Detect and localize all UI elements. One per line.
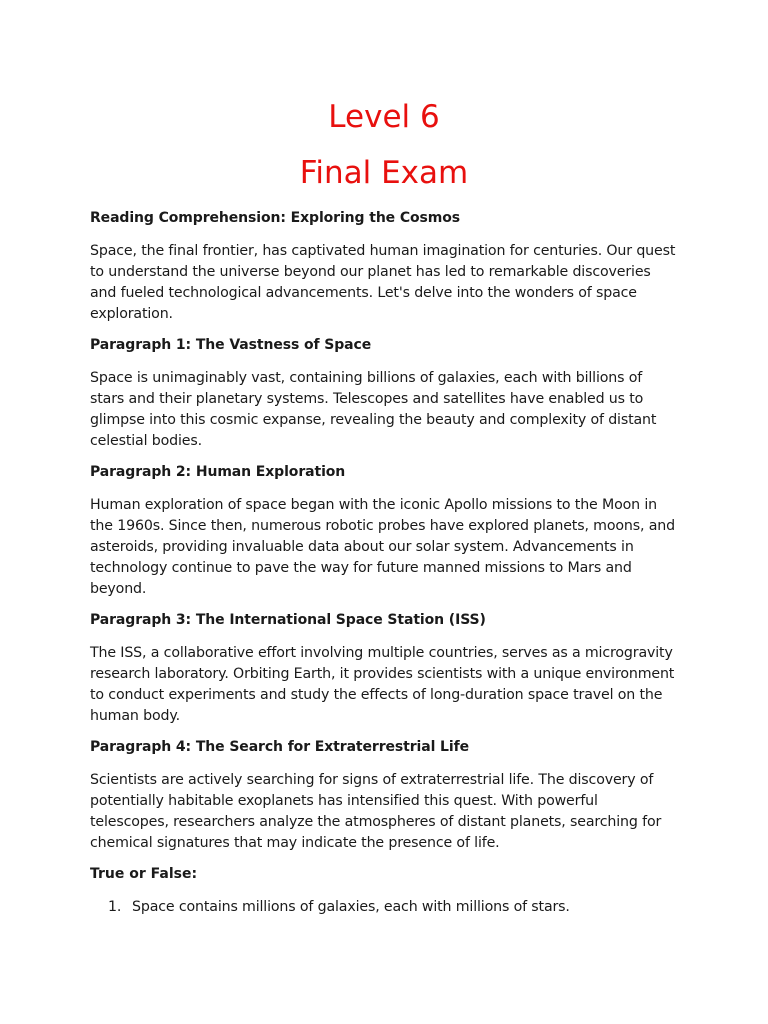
paragraph-1-heading: Paragraph 1: The Vastness of Space — [90, 337, 372, 353]
item-number: 1. — [108, 899, 122, 915]
paragraph-3-text: The ISS, a collaborative effort involving multiple countries, serves as a microgravity research laboratory. Orbiting Earth, it provides scientists with a unique environment to conduct experiments and study the effects of long-duration space travel on the human body. — [90, 645, 675, 724]
paragraph-1-text: Space is unimaginably vast, containing billions of galaxies, each with billions of stars and their planetary systems. Telescopes and satellites have enabled us to glimpse into this cosmic expanse, revealing the beauty and complexity of distant celestial bodies. — [90, 370, 657, 449]
true-false-heading: True or False: — [90, 866, 198, 882]
true-false-list — [90, 897, 678, 918]
level-title: Level 6 — [328, 99, 440, 135]
exam-title: Final Exam — [299, 155, 469, 191]
paragraph-4-text: Scientists are actively searching for signs of extraterrestrial life. The discovery of potentially habitable exoplanets has intensified this quest. With powerful telescopes, researchers analyze the atmospheres of distant planets, searching for chemical signatures that may indicate the presence of life. — [90, 772, 662, 851]
paragraph-2-heading: Paragraph 2: Human Exploration — [90, 464, 346, 480]
section-heading: Reading Comprehension: Exploring the Cosmos — [90, 210, 461, 226]
item-text: Space contains millions of galaxies, each with millions of stars. — [132, 899, 570, 915]
paragraph-3-heading: Paragraph 3: The International Space Station (ISS) — [90, 612, 486, 628]
intro-paragraph: Space, the final frontier, has captivated human imagination for centuries. Our quest to understand the universe beyond our planet has led to remarkable discoveries and fueled technological advancements. Let's delve into the wonders of space exploration. — [90, 243, 676, 322]
paragraph-2-text: Human exploration of space began with the iconic Apollo missions to the Moon in the 1960s. Since then, numerous robotic probes have explored planets, moons, and asteroids, providing invaluable data about our solar system. Advancements in technology continue to pave the way for future manned missions to Mars and beyond. — [90, 497, 675, 597]
paragraph-4-heading: Paragraph 4: The Search for Extraterrestrial Life — [90, 739, 469, 755]
list-item — [90, 897, 678, 918]
